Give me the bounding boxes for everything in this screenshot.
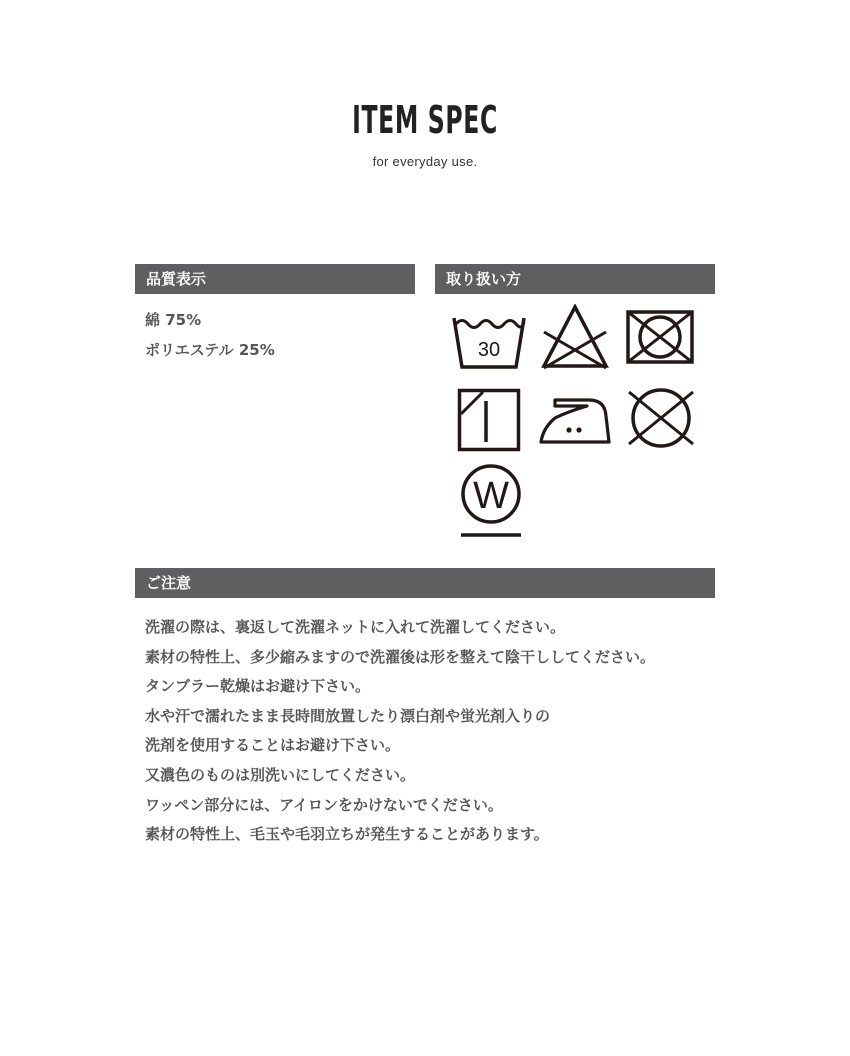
note-line: 又濃色のものは別洗いにしてください。 [145,765,416,784]
material-item: ポリエステル 25% [145,341,275,359]
note-line: タンブラー乾燥はお避け下さい。 [145,677,371,696]
quality-section-header: 品質表示 [135,264,415,294]
iron-medium-icon [537,392,613,446]
page-title: ITEM SPEC [352,98,498,142]
note-line: 素材の特性上、毛玉や毛羽立ちが発生することがあります。 [145,825,549,844]
wash-temperature-label: 30 [477,339,501,361]
wet-clean-label: W [473,475,509,517]
material-item: 綿 75% [145,311,202,329]
wash-30-icon [451,314,527,370]
material-list [145,308,275,368]
note-line: 洗濯の際は、裏返して洗濯ネットに入れて洗濯してください。 [145,618,566,636]
note-line: 洗剤を使用することはお避け下さい。 [145,736,401,755]
note-line: 水や汗で濡れたまま長時間放置したり漂白剤や蛍光剤入りの [145,706,551,725]
no-bleach-icon [541,304,609,370]
care-section-header: 取り扱い方 [435,264,715,294]
note-line: ワッペン部分には、アイロンをかけないでください。 [145,795,503,814]
care-symbols [445,300,715,550]
note-line: 素材の特性上、多少縮みますので洗濯後は形を整えて陰干ししてください。 [145,647,656,666]
notes-list [145,614,655,851]
page-subtitle: for everyday use. [372,154,478,169]
notes-section-header: ご注意 [135,568,715,598]
no-tumble-dry-icon [625,309,695,365]
wet-clean-icon [459,462,523,538]
no-dry-clean-icon [625,386,697,450]
line-dry-icon [457,388,521,452]
